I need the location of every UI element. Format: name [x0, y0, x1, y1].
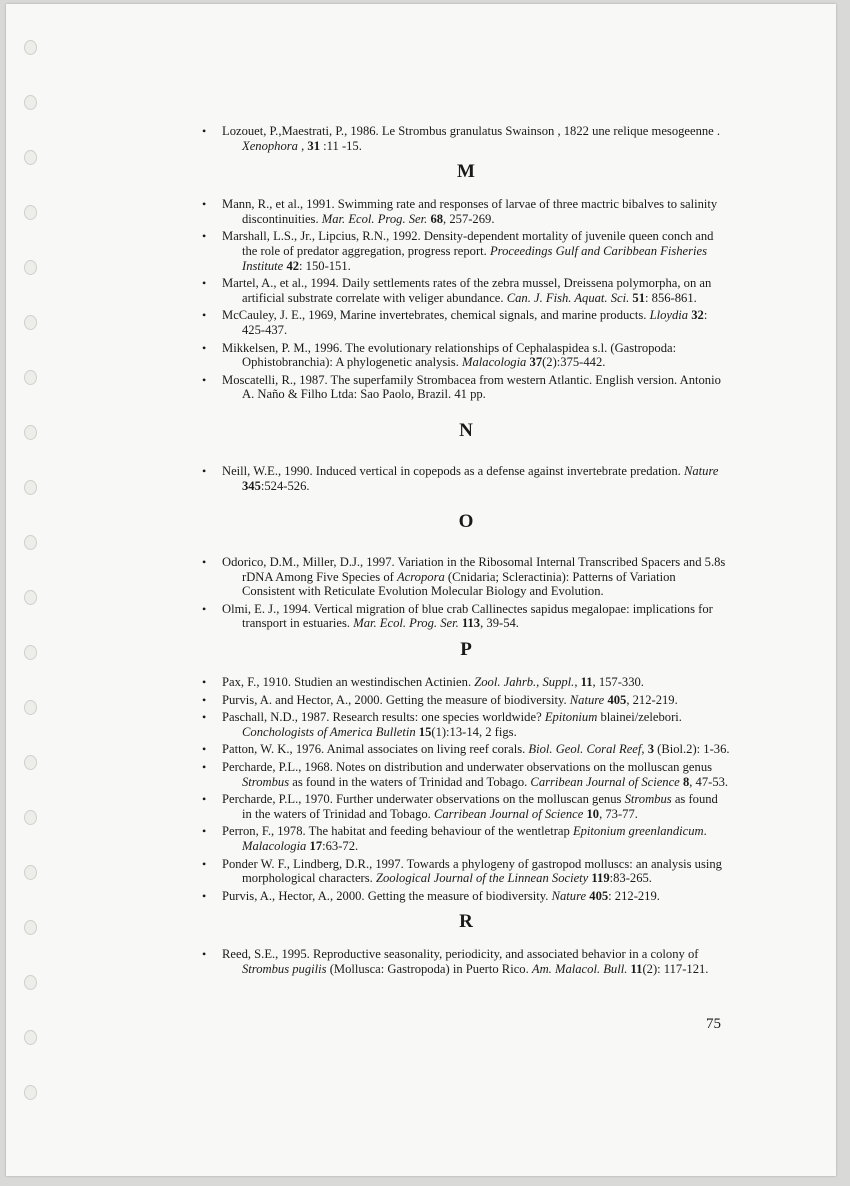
reference-entry: • Percharde, P.L., 1968. Notes on distribution and underwater observations on the molluscan genus Strombus as found in the waters of Trinidad and Tobago. Carribean Journal of Science 8, 47-53.: [202, 760, 730, 789]
binding-hole: [24, 425, 37, 440]
reference-entry: • Marshall, L.S., Jr., Lipcius, R.N., 1992. Density-dependent mortality of juvenile queen conch and the role of predator aggregation, progress report. Proceedings Gulf and Caribbean Fisheries Institute 42: 150-151.: [202, 229, 730, 273]
reference-entry: • Percharde, P.L., 1970. Further underwater observations on the molluscan genus Strombus as found in the waters of Trinidad and Tobago. Carribean Journal of Science 10, 73-77.: [202, 792, 730, 821]
reference-entry: • Mikkelsen, P. M., 1996. The evolutionary relationships of Cephalaspidea s.l. (Gastropoda: Ophistobranchia): A phylogenetic analysis. Malacologia 37(2):375-442.: [202, 341, 730, 370]
page-number: 75: [706, 1016, 721, 1032]
document-page: [6, 4, 836, 1176]
reference-entry: • Martel, A., et al., 1994. Daily settlements rates of the zebra mussel, Dreissena polymorpha, on an artificial substrate correlate with veliger abundance. Can. J. Fish. Aquat. Sci. 51: 856-861.: [202, 276, 730, 305]
binding-hole: [24, 920, 37, 935]
section-letter-p: P: [460, 639, 472, 661]
reference-entry: • Perron, F., 1978. The habitat and feeding behaviour of the wentletrap Epitonium greenlandicum. Malacologia 17:63-72.: [202, 824, 730, 853]
binding-hole: [24, 150, 37, 165]
reference-entry: • Paschall, N.D., 1987. Research results: one species worldwide? Epitonium blainei/zelebori. Conchologists of America Bulletin 15(1):13-14, 2 figs.: [202, 710, 730, 739]
section-letter-r: R: [459, 911, 473, 933]
reference-entry: • Mann, R., et al., 1991. Swimming rate and responses of larvae of three mactric bibalves to salinity discontinuities. Mar. Ecol. Prog. Ser. 68, 257-269.: [202, 197, 730, 226]
reference-entry: • Neill, W.E., 1990. Induced vertical in copepods as a defense against invertebrate predation. Nature 345:524-526.: [202, 464, 730, 493]
binding-hole: [24, 535, 37, 550]
reference-entry: • Ponder W. F., Lindberg, D.R., 1997. Towards a phylogeny of gastropod molluscs: an analysis using morphological characters. Zoological Journal of the Linnean Society 119:83-265.: [202, 857, 730, 886]
binding-hole: [24, 95, 37, 110]
binding-hole: [24, 700, 37, 715]
reference-entry: • Olmi, E. J., 1994. Vertical migration of blue crab Callinectes sapidus megalopae: implications for transport in estuaries. Mar. Ecol. Prog. Ser. 113, 39-54.: [202, 602, 730, 631]
binding-hole: [24, 865, 37, 880]
binding-hole: [24, 315, 37, 330]
reference-entry: • Reed, S.E., 1995. Reproductive seasonality, periodicity, and associated behavior in a colony of Strombus pugilis (Mollusca: Gastropoda) in Puerto Rico. Am. Malacol. Bull. 11(2): 117-121.: [202, 947, 730, 976]
binding-hole: [24, 755, 37, 770]
reference-entry: • McCauley, J. E., 1969, Marine invertebrates, chemical signals, and marine products. Lloydia 32: 425-437.: [202, 308, 730, 337]
reference-entry: • Odorico, D.M., Miller, D.J., 1997. Variation in the Ribosomal Internal Transcribed Spacers and 5.8s rDNA Among Five Species of Acropora (Cnidaria; Scleractinia): Patterns of Variation Consistent with Reticulate Evolution Molecular Biology and Evolution.: [202, 555, 730, 599]
reference-entry: • Moscatelli, R., 1987. The superfamily Strombacea from western Atlantic. English version. Antonio A. Naño & Filho Ltda: Sao Paolo, Brazil. 41 pp.: [202, 373, 730, 402]
binding-hole: [24, 590, 37, 605]
binding-hole: [24, 645, 37, 660]
binding-hole: [24, 810, 37, 825]
binding-hole: [24, 370, 37, 385]
binding-hole: [24, 1030, 37, 1045]
reference-list: [202, 124, 730, 980]
section-letter-o: O: [458, 511, 474, 533]
reference-entry: • Purvis, A., Hector, A., 2000. Getting the measure of biodiversity. Nature 405: 212-219.: [202, 889, 730, 904]
section-letter-n: N: [459, 419, 473, 441]
section-letter-m: M: [457, 161, 475, 183]
binding-hole: [24, 40, 37, 55]
binding-hole: [24, 1085, 37, 1100]
binding-hole: [24, 975, 37, 990]
binding-hole: [24, 480, 37, 495]
reference-entry: • Patton, W. K., 1976. Animal associates on living reef corals. Biol. Geol. Coral Reef, 3 (Biol.2): 1-36.: [202, 742, 730, 757]
binding-hole: [24, 260, 37, 275]
reference-entry: • Purvis, A. and Hector, A., 2000. Getting the measure of biodiversity. Nature 405, 212-219.: [202, 693, 730, 708]
reference-entry: • Pax, F., 1910. Studien an westindischen Actinien. Zool. Jahrb., Suppl., 11, 157-330.: [202, 675, 730, 690]
reference-entry: • Lozouet, P.,Maestrati, P., 1986. Le Strombus granulatus Swainson , 1822 une relique mesogeenne . Xenophora , 31 :11 -15.: [202, 124, 730, 153]
binding-hole: [24, 205, 37, 220]
